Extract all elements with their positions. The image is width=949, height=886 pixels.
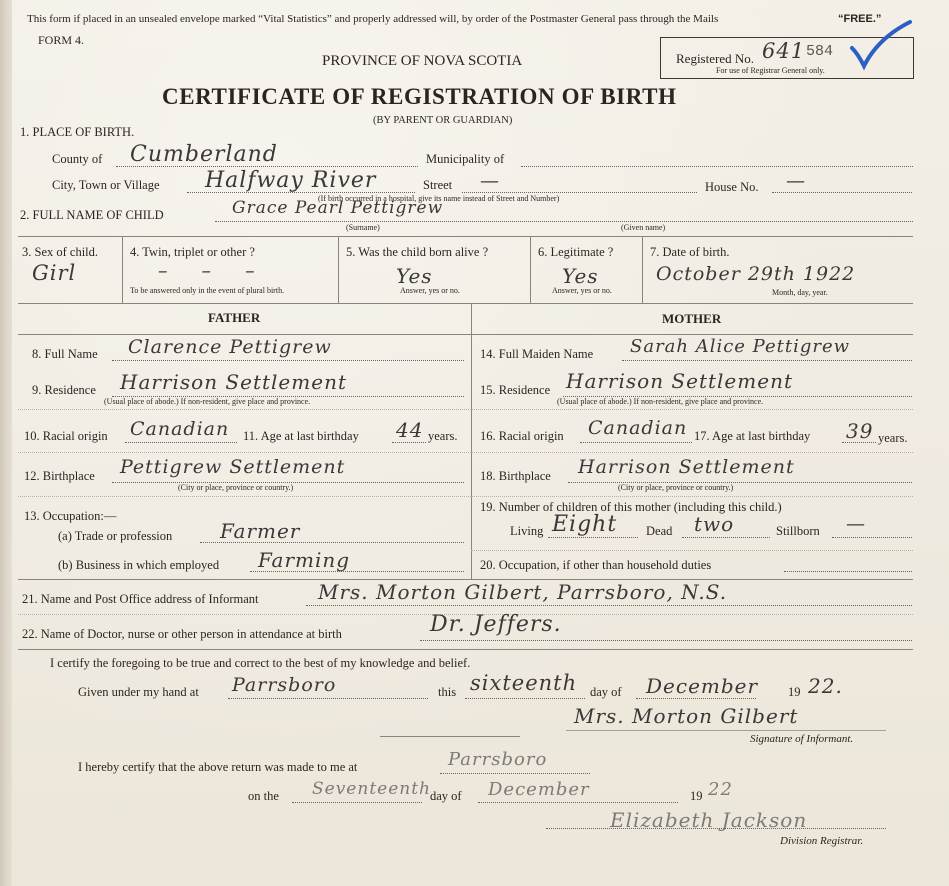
mother-residence-label: 15. Residence (480, 383, 551, 397)
house-value: — (786, 170, 806, 192)
checkmark-icon (848, 18, 918, 74)
twin-note: To be answered only in the event of plural birth. (130, 286, 285, 295)
mother-heading: MOTHER (662, 311, 722, 326)
doctor-label: 22. Name of Doctor, nurse or other person in attendance at birth (22, 627, 342, 641)
mother-residence-note: (Usual place of abode.) If non-resident, give place and province. (557, 397, 764, 406)
free-mark: “FREE.” (838, 13, 882, 25)
given-day-of-label: day of (590, 685, 622, 699)
dead-label: Dead (646, 524, 673, 538)
father-age-label: 11. Age at last birthday (243, 429, 359, 443)
registrar-year-value: 22 (708, 779, 733, 800)
alive-note: Answer, yes or no. (400, 286, 460, 295)
registrar-month-value: December (488, 779, 590, 800)
registrar-signature-label: Division Registrar. (780, 835, 864, 847)
father-residence-label: 9. Residence (32, 383, 96, 397)
legitimate-note: Answer, yes or no. (552, 286, 612, 295)
father-residence-value: Harrison Settlement (120, 370, 347, 394)
given-day-value: sixteenth (470, 671, 578, 695)
registrar-day-value: Seventeenth (312, 779, 432, 799)
father-residence-note: (Usual place of abode.) If non-resident, give place and province. (104, 397, 311, 406)
house-label: House No. (705, 180, 759, 194)
father-business-label: (b) Business in which employed (58, 558, 220, 572)
street-value: — (480, 170, 500, 192)
father-birthplace-value: Pettigrew Settlement (120, 456, 346, 478)
mother-racial-value: Canadian (588, 417, 688, 439)
street-label: Street (423, 178, 453, 192)
doctor-value: Dr. Jeffers. (430, 612, 562, 637)
registrar-statement: I hereby certify that the above return was made to me at (78, 760, 358, 774)
place-of-birth-label: 1. PLACE OF BIRTH. (20, 125, 135, 139)
mother-birthplace-note: (City or place, province or country.) (618, 483, 734, 492)
registrar-day-of-label: day of (430, 789, 462, 803)
father-racial-label: 10. Racial origin (24, 429, 108, 443)
page-subtitle: (BY PARENT OR GUARDIAN) (373, 115, 513, 126)
dead-value: two (694, 512, 735, 536)
mother-age-value: 39 (846, 419, 874, 443)
registration-note: For use of Registrar General only. (716, 66, 825, 75)
legitimate-label: 6. Legitimate ? (538, 245, 614, 259)
alive-value: Yes (396, 264, 433, 288)
father-years: years. (428, 429, 458, 443)
province-heading: PROVINCE OF NOVA SCOTIA (322, 53, 523, 69)
registration-number-written: 641 (762, 39, 806, 63)
postal-notice: This form if placed in an unsealed envelope marked “Vital Statistics” and properly addressed will, by order of the Postmaster General pass through the Mails (27, 13, 719, 25)
mother-residence-value: Harrison Settlement (566, 369, 793, 393)
registrar-signature: Elizabeth Jackson (610, 808, 808, 832)
registrar-place-value: Parrsboro (448, 749, 548, 770)
mother-years: years. (878, 431, 908, 445)
this-label: this (438, 685, 457, 699)
given-year-value: 22. (808, 674, 843, 698)
alive-label: 5. Was the child born alive ? (346, 245, 489, 259)
county-label: County of (52, 152, 103, 166)
mother-racial-label: 16. Racial origin (480, 429, 564, 443)
given-year-prefix: 19 (788, 685, 801, 699)
given-month-value: December (646, 674, 759, 698)
father-racial-value: Canadian (130, 418, 230, 440)
given-place-value: Parrsboro (232, 674, 337, 696)
registration-label: Registered No. (676, 51, 754, 66)
registrar-on-label: on the (248, 789, 279, 803)
sex-value: Girl (32, 261, 77, 285)
father-name-label: 8. Full Name (32, 347, 98, 361)
father-birthplace-label: 12. Birthplace (24, 469, 95, 483)
father-name-value: Clarence Pettigrew (128, 336, 332, 358)
municipality-label: Municipality of (426, 152, 505, 166)
father-birthplace-note: (City or place, province or country.) (178, 483, 294, 492)
living-label: Living (510, 524, 544, 538)
surname-note: (Surname) (346, 223, 380, 232)
stillborn-value: — (846, 513, 866, 535)
mother-occupation-label: 20. Occupation, if other than household duties (480, 558, 712, 572)
mother-name-label: 14. Full Maiden Name (480, 347, 594, 361)
given-label: Given under my hand at (78, 685, 199, 699)
informant-label: 21. Name and Post Office address of Informant (22, 592, 259, 606)
dob-value: October 29th 1922 (656, 263, 856, 285)
mother-name-value: Sarah Alice Pettigrew (630, 336, 851, 357)
informant-signature-label: Signature of Informant. (750, 733, 854, 745)
registrar-year-prefix: 19 (690, 789, 703, 803)
certify-statement: I certify the foregoing to be true and correct to the best of my knowledge and belief. (50, 656, 471, 670)
hospital-note: (If birth occurred in a hospital, give its name instead of Street and Number) (318, 194, 560, 203)
county-value: Cumberland (130, 142, 278, 167)
father-heading: FATHER (208, 310, 261, 325)
child-name-value: Grace Pearl Pettigrew (232, 198, 444, 218)
father-trade-value: Farmer (220, 519, 301, 543)
twin-value: – – – (158, 260, 269, 282)
stillborn-label: Stillborn (776, 524, 820, 538)
mother-birthplace-value: Harrison Settlement (578, 456, 795, 478)
mother-birthplace-label: 18. Birthplace (480, 469, 551, 483)
child-name-label: 2. FULL NAME OF CHILD (20, 208, 164, 222)
page-title: CERTIFICATE OF REGISTRATION OF BIRTH (162, 84, 677, 109)
informant-signature: Mrs. Morton Gilbert (574, 704, 799, 728)
paper-edge (0, 0, 12, 886)
twin-label: 4. Twin, triplet or other ? (130, 245, 255, 259)
father-business-value: Farming (258, 548, 351, 572)
living-value: Eight (552, 512, 618, 537)
dob-note: Month, day, year. (772, 288, 828, 297)
sex-label: 3. Sex of child. (22, 245, 99, 259)
registration-number-stamped: 584 (806, 43, 834, 60)
mother-age-label: 17. Age at last birthday (694, 429, 811, 443)
given-name-note: (Given name) (621, 223, 666, 232)
city-value: Halfway River (205, 168, 377, 193)
mother-children-label: 19. Number of children of this mother (including this child.) (480, 500, 782, 514)
legitimate-value: Yes (562, 264, 599, 288)
father-age-value: 44 (396, 418, 424, 442)
form-number: FORM 4. (38, 33, 85, 47)
informant-value: Mrs. Morton Gilbert, Parrsboro, N.S. (318, 580, 728, 604)
father-trade-label: (a) Trade or profession (58, 529, 173, 543)
father-occupation-label: 13. Occupation:— (24, 509, 117, 523)
dob-label: 7. Date of birth. (650, 245, 730, 259)
city-label: City, Town or Village (52, 178, 160, 192)
